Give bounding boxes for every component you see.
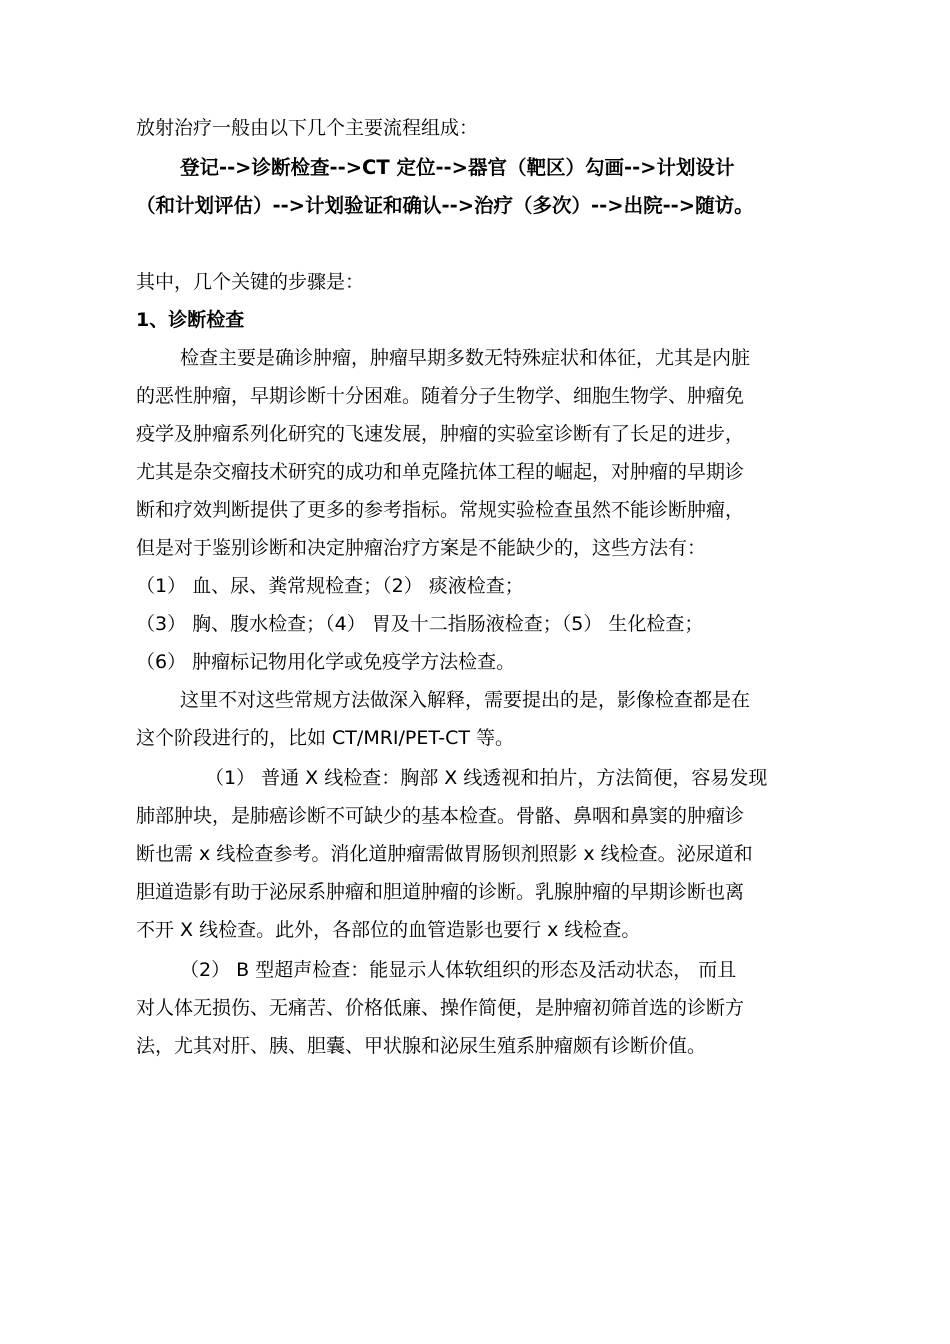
paragraph-line: （1） 普通 X 线检查：胸部 X 线透视和拍片，方法简便，容易发现 — [205, 767, 768, 789]
paragraph-line: 法，尤其对肝、胰、胆囊、甲状腺和泌尿生殖系肿瘤颇有诊断价值。 — [136, 1035, 707, 1057]
paragraph-line: 胆道造影有助于泌尿系肿瘤和胆道肿瘤的诊断。乳腺肿瘤的早期诊断也离 — [136, 881, 745, 903]
list-item: （3） 胸、腹水检查；（4） 胃及十二指肠液检查；（5） 生化检查； — [136, 613, 704, 635]
paragraph-line: 这个阶段进行的，比如 CT/MRI/PET-CT 等。 — [136, 727, 515, 749]
paragraph-line: 尤其是杂交瘤技术研究的成功和单克隆抗体工程的崛起，对肿瘤的早期诊 — [136, 461, 745, 483]
process-flow-line-1: 登记-->诊断检查-->CT 定位-->器官（靶区）勾画-->计划设计 — [180, 156, 735, 179]
paragraph-line: 疫学及肿瘤系列化研究的飞速发展，肿瘤的实验室诊断有了长足的进步， — [136, 423, 745, 445]
paragraph-line: 断和疗效判断提供了更多的参考指标。常规实验检查虽然不能诊断肿瘤， — [136, 499, 745, 521]
paragraph-line: 这里不对这些常规方法做深入解释，需要提出的是，影像检查都是在 — [180, 689, 751, 711]
paragraph-line: 断也需 x 线检查参考。消化道肿瘤需做胃肠钡剂照影 x 线检查。泌尿道和 — [136, 843, 753, 865]
paragraph-line: 肺部肿块，是肺癌诊断不可缺少的基本检查。骨骼、鼻咽和鼻窦的肿瘤诊 — [136, 805, 745, 827]
key-steps-intro: 其中，几个关键的步骤是： — [136, 271, 365, 293]
section-title-diagnosis: 1、诊断检查 — [136, 309, 245, 331]
paragraph-line: 对人体无损伤、无痛苦、价格低廉、操作简便，是肿瘤初筛首选的诊断方 — [136, 997, 745, 1019]
intro-text: 放射治疗一般由以下几个主要流程组成： — [136, 117, 479, 139]
process-flow-line-2: （和计划评估）-->计划验证和确认-->治疗（多次）-->出院-->随访。 — [136, 194, 754, 217]
paragraph-line: 的恶性肿瘤，早期诊断十分困难。随着分子生物学、细胞生物学、肿瘤免 — [136, 385, 745, 407]
paragraph-line: 检查主要是确诊肿瘤，肿瘤早期多数无特殊症状和体征，尤其是内脏 — [180, 347, 751, 369]
list-item: （6） 肿瘤标记物用化学或免疫学方法检查。 — [136, 651, 516, 673]
paragraph-line: （2） B 型超声检查：能显示人体软组织的形态及活动状态， 而且 — [180, 959, 737, 981]
paragraph-line: 但是对于鉴别诊断和决定肿瘤治疗方案是不能缺少的，这些方法有： — [136, 537, 707, 559]
paragraph-line: 不开 X 线检查。此外，各部位的血管造影也要行 x 线检查。 — [136, 919, 641, 941]
list-item: （1） 血、尿、粪常规检查；（2） 痰液检查； — [136, 575, 524, 597]
